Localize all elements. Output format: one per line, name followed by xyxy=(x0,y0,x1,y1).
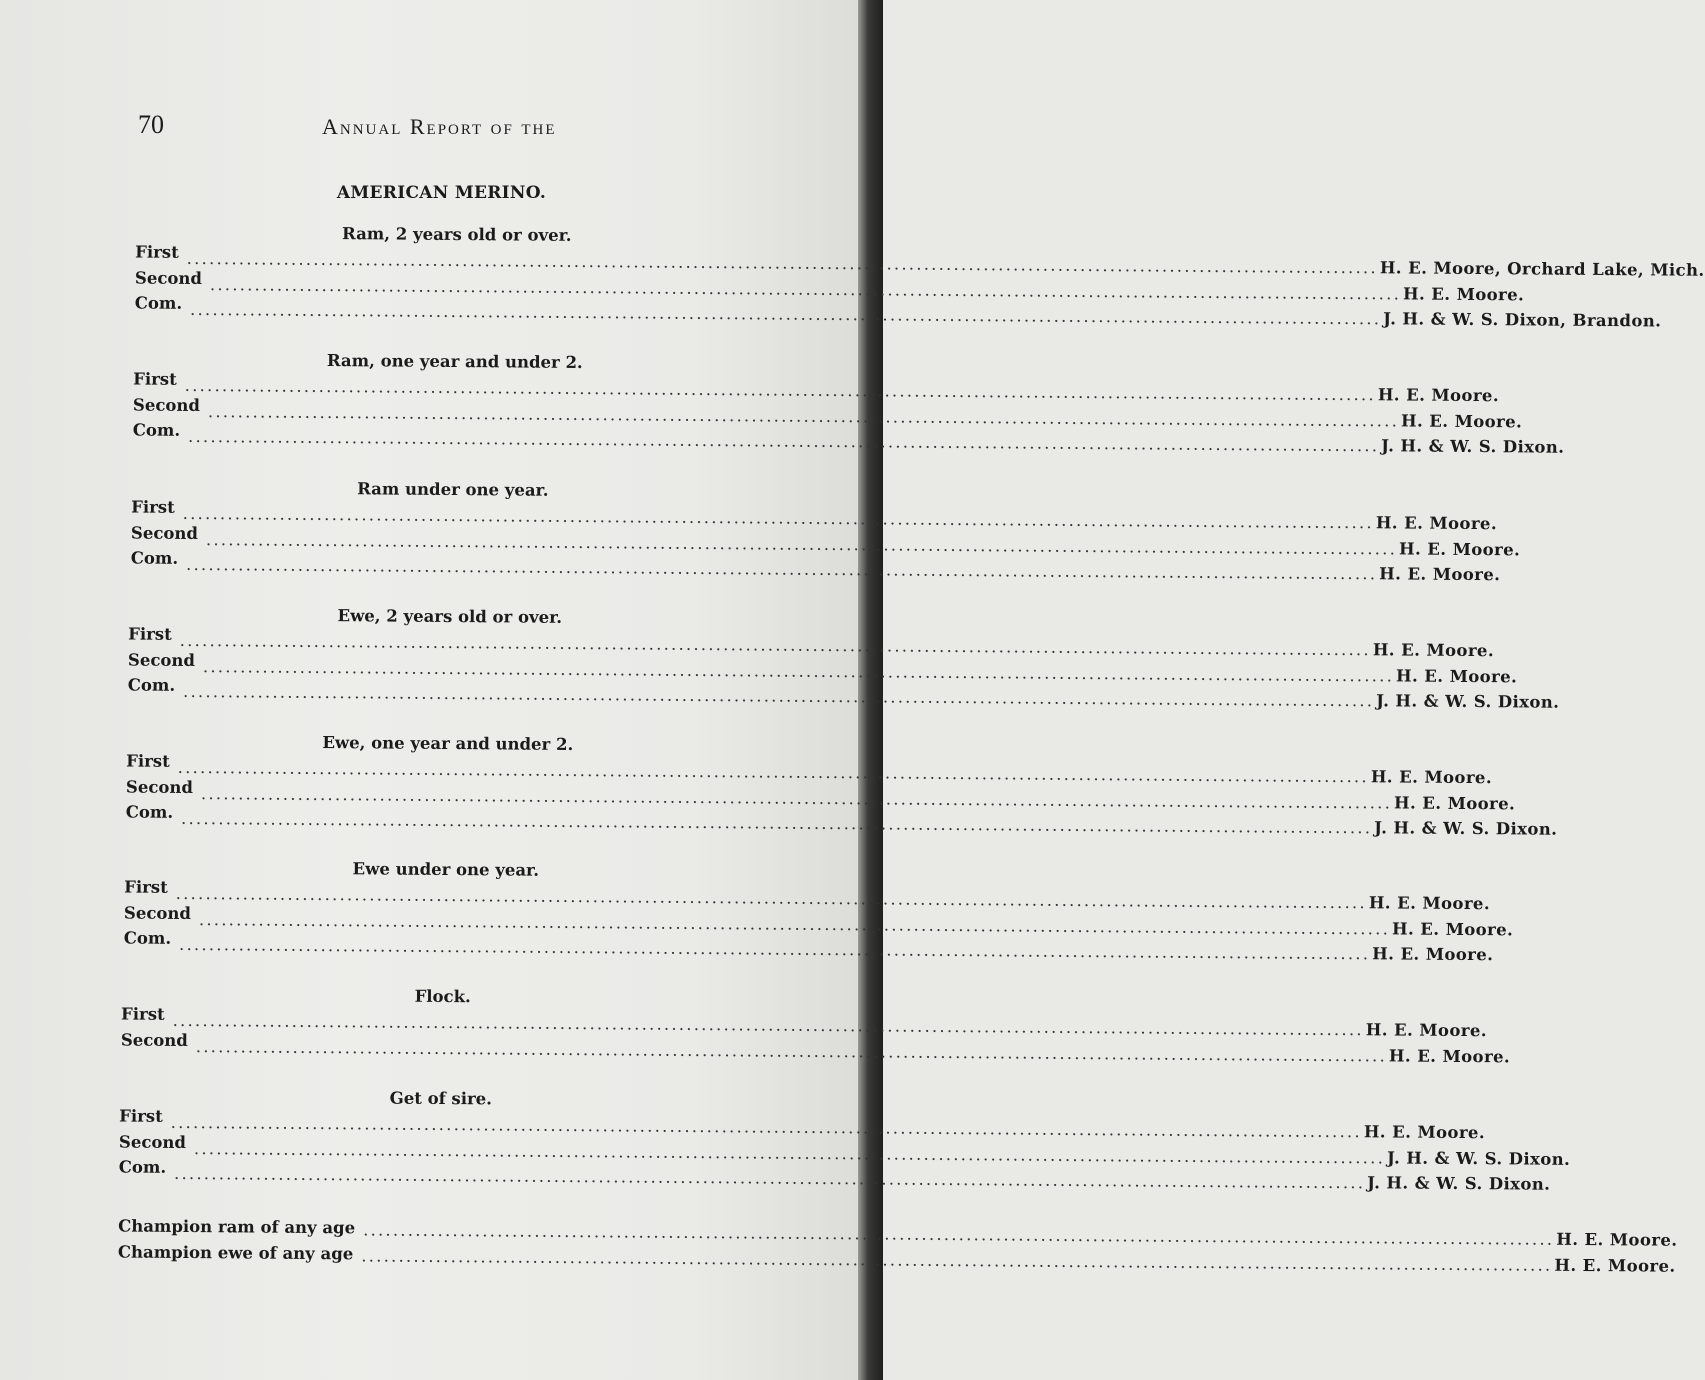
class-heading: Ram, one year and under 2. xyxy=(326,350,583,373)
place-label: Com. xyxy=(127,675,176,695)
class-heading: Ewe, 2 years old or over. xyxy=(337,606,563,627)
place-label: First xyxy=(126,751,170,771)
place-label: First xyxy=(133,369,177,389)
dot-leader: ................................................................................................................................................................ xyxy=(361,1245,1553,1275)
dot-leader: ................................................................................................................................................................ xyxy=(202,656,1395,685)
running-head: Annual Report of the xyxy=(322,114,557,139)
winner-name: J. H. & W. S. Dixon, Brandon. xyxy=(1383,309,1662,331)
place-label: Second xyxy=(134,267,203,288)
award-section xyxy=(130,477,1521,585)
award-section xyxy=(132,349,1565,457)
winner-name: H. E. Moore. xyxy=(1375,513,1498,534)
award-row xyxy=(123,928,1494,965)
winner-name: H. E. Moore. xyxy=(1391,918,1514,939)
place-label: Second xyxy=(132,394,201,415)
place-label: Second xyxy=(125,776,194,797)
winner-name: H. E. Moore. xyxy=(1556,1229,1678,1250)
dot-leader: ................................................................................................................................................................ xyxy=(182,681,1375,711)
place-label: Com. xyxy=(130,548,179,568)
winner-name: H. E. Moore. xyxy=(1388,1045,1511,1066)
dot-leader: ................................................................................................................................................................ xyxy=(180,808,1373,838)
dot-leader: ................................................................................................................................................................ xyxy=(184,375,1376,405)
winner-name: H. E. Moore. xyxy=(1400,410,1523,431)
place-label: Second xyxy=(118,1131,187,1152)
dot-leader: ................................................................................................................................................................ xyxy=(209,274,1402,303)
dot-leader: ................................................................................................................................................................ xyxy=(187,426,1380,456)
winner-name: H. E. Moore. xyxy=(1363,1122,1486,1143)
page-number: 70 xyxy=(138,110,164,139)
winner-name: H. E. Moore. xyxy=(1368,893,1491,914)
winner-name: H. E. Moore. xyxy=(1402,283,1525,304)
place-label: Second xyxy=(127,649,196,670)
place-label: Second xyxy=(130,522,199,543)
winner-name: H. E. Moore. xyxy=(1379,564,1501,585)
award-section xyxy=(127,604,1560,712)
dot-leader: ................................................................................................................................................................ xyxy=(178,934,1371,964)
award-row xyxy=(120,1029,1511,1066)
place-label: Com. xyxy=(123,928,172,948)
place-label: Champion ram of any age xyxy=(118,1216,356,1238)
winner-name: H. E. Moore. xyxy=(1365,1020,1487,1041)
dot-leader: ................................................................................................................................................................ xyxy=(200,783,1393,812)
class-heading: Get of sire. xyxy=(389,1088,493,1109)
dot-leader: ................................................................................................................................................................ xyxy=(182,503,1374,533)
dot-leader: ................................................................................................................................................................ xyxy=(189,299,1382,329)
winner-name: H. E. Moore. xyxy=(1554,1255,1676,1276)
award-section xyxy=(123,857,1514,965)
award-section xyxy=(125,731,1558,839)
class-heading: Ewe, one year and under 2. xyxy=(322,733,574,754)
dot-leader: ................................................................................................................................................................ xyxy=(198,909,1391,938)
place-label: Second xyxy=(120,1029,188,1050)
place-label: First xyxy=(131,497,175,517)
dot-leader: ................................................................................................................................................................ xyxy=(205,529,1398,558)
place-label: Com. xyxy=(134,293,183,313)
dot-leader: ................................................................................................................................................................ xyxy=(195,1036,1388,1065)
winner-name: J. H. & W. S. Dixon. xyxy=(1386,1147,1571,1169)
winner-name: J. H. & W. S. Dixon. xyxy=(1367,1173,1551,1194)
winner-name: H. E. Moore, Orchard Lake, Mich. xyxy=(1379,258,1705,280)
dot-leader: ................................................................................................................................................................ xyxy=(179,630,1371,660)
class-heading: Ram under one year. xyxy=(357,479,549,500)
award-row xyxy=(118,1157,1551,1194)
dot-leader: ................................................................................................................................................................ xyxy=(363,1220,1555,1249)
award-row xyxy=(130,548,1501,585)
place-label: Com. xyxy=(118,1157,167,1177)
place-label: First xyxy=(128,624,172,644)
place-label: Second xyxy=(123,902,192,923)
dot-leader: ................................................................................................................................................................ xyxy=(207,401,1400,430)
winner-name: H. E. Moore. xyxy=(1377,385,1500,406)
place-label: Com. xyxy=(125,802,174,822)
award-section xyxy=(118,1086,1571,1194)
award-section xyxy=(134,222,1705,331)
dot-leader: ................................................................................................................................................................ xyxy=(170,1112,1362,1142)
place-label: First xyxy=(135,242,179,262)
class-heading: Ram, 2 years old or over. xyxy=(341,224,572,245)
dot-leader: ................................................................................................................................................................ xyxy=(175,883,1367,913)
dot-leader: ................................................................................................................................................................ xyxy=(185,554,1378,584)
dot-leader: ................................................................................................................................................................ xyxy=(173,1163,1366,1193)
dot-leader: ................................................................................................................................................................ xyxy=(177,757,1369,787)
place-label: First xyxy=(120,1004,165,1024)
place-label: Champion ewe of any age xyxy=(117,1241,354,1263)
place-label: Com. xyxy=(132,420,181,440)
champion-section xyxy=(117,1215,1678,1276)
winner-name: H. E. Moore. xyxy=(1372,944,1494,965)
award-row xyxy=(117,1241,1676,1276)
winner-name: H. E. Moore. xyxy=(1398,538,1521,559)
dot-leader: ................................................................................................................................................................ xyxy=(172,1010,1364,1040)
place-label: First xyxy=(124,877,168,897)
page-header xyxy=(0,108,862,148)
winner-name: H. E. Moore. xyxy=(1370,767,1493,788)
winner-name: J. H. & W. S. Dixon. xyxy=(1381,436,1565,457)
award-section xyxy=(120,984,1511,1066)
winner-name: H. E. Moore. xyxy=(1372,640,1495,661)
winner-name: H. E. Moore. xyxy=(1393,792,1516,813)
winner-name: J. H. & W. S. Dixon. xyxy=(1374,818,1558,839)
dot-leader: ................................................................................................................................................................ xyxy=(186,248,1378,278)
place-label: First xyxy=(119,1106,163,1126)
dot-leader: ................................................................................................................................................................ xyxy=(193,1138,1386,1167)
winner-name: H. E. Moore. xyxy=(1395,665,1518,686)
winner-name: J. H. & W. S. Dixon. xyxy=(1376,691,1560,712)
section-title: AMERICAN MERINO. xyxy=(336,183,547,203)
class-heading: Ewe under one year. xyxy=(352,859,540,880)
class-heading: Flock. xyxy=(414,986,471,1007)
